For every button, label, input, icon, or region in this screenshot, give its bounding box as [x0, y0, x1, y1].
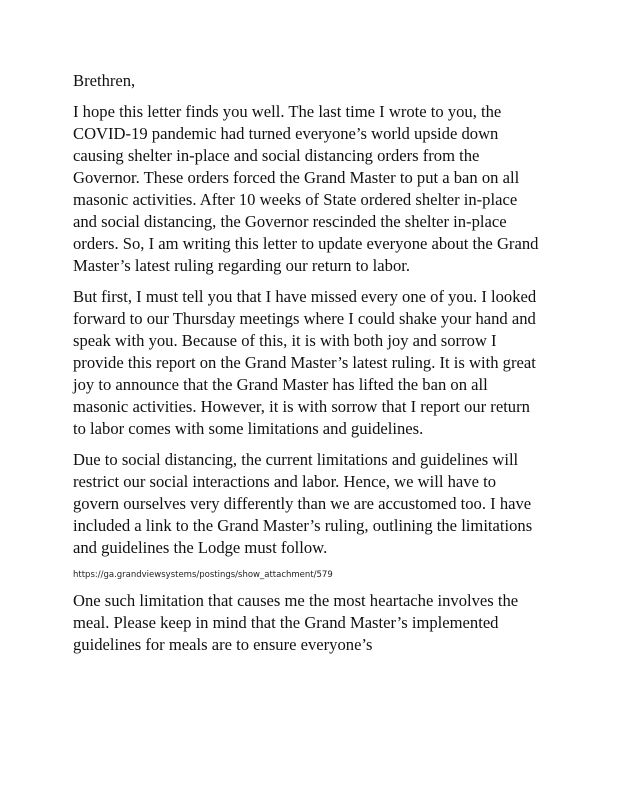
paragraph-4: One such limitation that causes me the most heartache involves the meal. Please keep in mind that the Grand Master’s implemented guidelines for meals are to ensure everyone’s [73, 591, 519, 654]
paragraph-3: Due to social distancing, the current limitations and guidelines will restrict our social interactions and labor. Hence, we will have to govern ourselves very differently than we are accustomed too. I have included a link to the Grand Master’s ruling, outlining the limitations and guidelines the Lodge must follow. [73, 450, 533, 557]
paragraph-1: I hope this letter finds you well. The last time I wrote to you, the COVID-19 pandemic had turned everyone’s world upside down causing shelter in-place and social distancing orders from the Governor. These orders forced the Grand Master to put a ban on all masonic activities. After 10 weeks of State ordered shelter in-place and social distancing, the Governor rescinded the shelter in-place orders. So, I am writing this letter to update everyone about the Grand Master’s latest ruling regarding our return to labor. [73, 102, 539, 275]
letter-body [73, 70, 545, 665]
paragraph-2: But first, I must tell you that I have missed every one of you. I looked forward to our Thursday meetings where I could shake your hand and speak with you. Because of this, it is with both joy and sorrow I provide this report on the Grand Master’s latest ruling. It is with great joy to announce that the Grand Master has lifted the ban on all masonic activities. However, it is with sorrow that I report our return to labor comes with some limitations and guidelines. [73, 287, 537, 438]
salutation: Brethren, [73, 71, 136, 90]
ruling-link[interactable]: https://ga.grandviewsystems/postings/show_attachment/579 [73, 570, 333, 580]
